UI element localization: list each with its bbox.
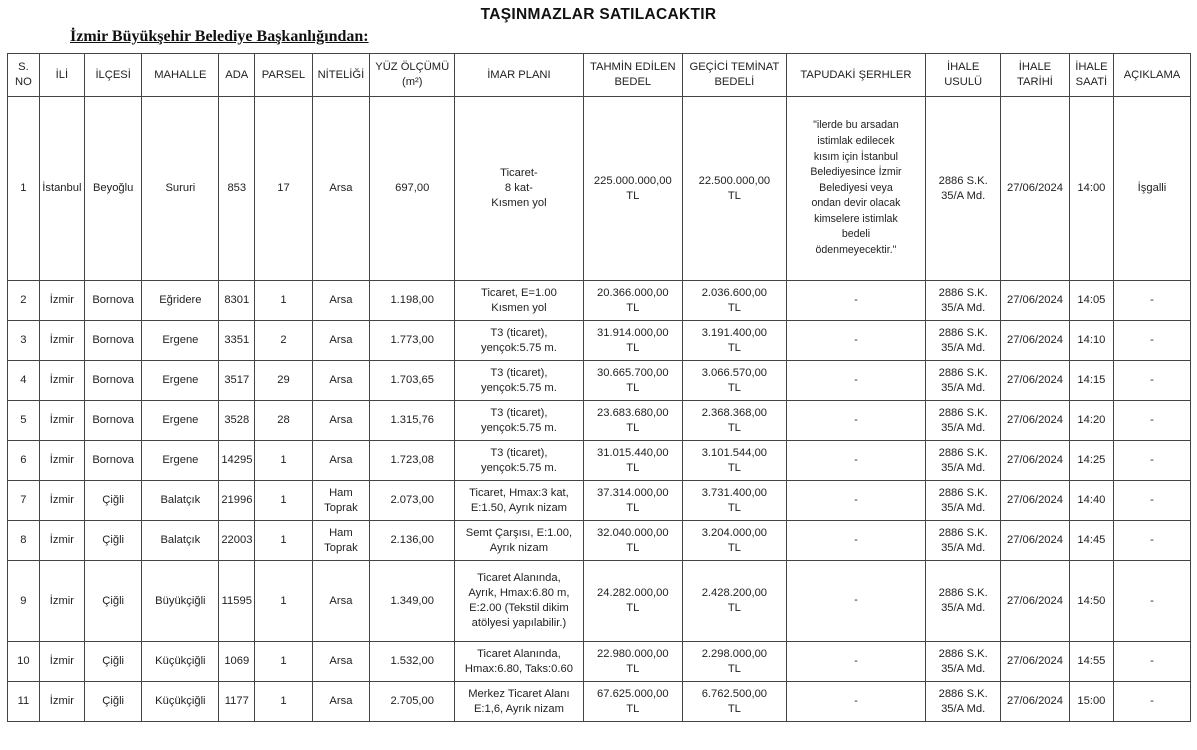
- cell-aciklama: İşgalli: [1113, 97, 1190, 281]
- cell-tarih: 27/06/2024: [1001, 361, 1070, 401]
- cell-tahmin: 31.914.000,00 TL: [583, 321, 683, 361]
- cell-nitelik: Ham Toprak: [312, 481, 369, 521]
- cell-serh: -: [786, 561, 926, 642]
- cell-usul: 2886 S.K. 35/A Md.: [926, 361, 1001, 401]
- cell-tahmin: 37.314.000,00 TL: [583, 481, 683, 521]
- cell-nitelik: Ham Toprak: [312, 521, 369, 561]
- cell-ilce: Bornova: [84, 401, 141, 441]
- document-title: TAŞINMAZLAR SATILACAKTIR: [480, 6, 717, 23]
- table-row: [8, 682, 1191, 722]
- col-header: YÜZ ÖLÇÜMÜ (m²): [370, 54, 455, 97]
- cell-parsel: 1: [255, 481, 312, 521]
- cell-usul: 2886 S.K. 35/A Md.: [926, 97, 1001, 281]
- cell-ada: 853: [219, 97, 255, 281]
- cell-mahalle: Sururi: [142, 97, 219, 281]
- cell-parsel: 1: [255, 521, 312, 561]
- col-header: İHALE USULÜ: [926, 54, 1001, 97]
- cell-aciklama: -: [1113, 642, 1190, 682]
- cell-ada: 14295: [219, 441, 255, 481]
- cell-ilce: Çiğli: [84, 682, 141, 722]
- cell-serh: -: [786, 281, 926, 321]
- cell-imar: Ticaret Alanında, Hmax:6.80, Taks:0.60: [455, 642, 583, 682]
- cell-serh: "ilerde bu arsadan istimlak edilecek kısım için İstanbul Belediyesince İzmir Belediyesi veya ondan devir olacak kimselere istimlak bedeli ödenmeyecektir.": [786, 97, 926, 281]
- cell-serh: -: [786, 521, 926, 561]
- cell-saat: 14:50: [1069, 561, 1113, 642]
- cell-saat: 14:05: [1069, 281, 1113, 321]
- cell-serh: -: [786, 441, 926, 481]
- cell-nitelik: Arsa: [312, 682, 369, 722]
- cell-teminat: 3.731.400,00 TL: [683, 481, 787, 521]
- cell-tahmin: 23.683.680,00 TL: [583, 401, 683, 441]
- cell-saat: 14:45: [1069, 521, 1113, 561]
- cell-saat: 14:00: [1069, 97, 1113, 281]
- cell-serh: -: [786, 642, 926, 682]
- cell-parsel: 1: [255, 561, 312, 642]
- cell-nitelik: Arsa: [312, 401, 369, 441]
- cell-yuzolcum: 1.703,65: [370, 361, 455, 401]
- cell-il: İstanbul: [39, 97, 84, 281]
- table-row: [8, 97, 1191, 281]
- cell-ada: 3351: [219, 321, 255, 361]
- cell-imar: T3 (ticaret), yençok:5.75 m.: [455, 401, 583, 441]
- cell-saat: 14:20: [1069, 401, 1113, 441]
- cell-parsel: 2: [255, 321, 312, 361]
- cell-il: İzmir: [39, 561, 84, 642]
- cell-imar: Ticaret, E=1.00 Kısmen yol: [455, 281, 583, 321]
- cell-yuzolcum: 1.349,00: [370, 561, 455, 642]
- cell-tarih: 27/06/2024: [1001, 561, 1070, 642]
- cell-imar: T3 (ticaret), yençok:5.75 m.: [455, 361, 583, 401]
- cell-aciklama: -: [1113, 682, 1190, 722]
- cell-yuzolcum: 697,00: [370, 97, 455, 281]
- cell-ilce: Çiğli: [84, 521, 141, 561]
- cell-tahmin: 30.665.700,00 TL: [583, 361, 683, 401]
- cell-parsel: 1: [255, 441, 312, 481]
- cell-imar: Ticaret- 8 kat- Kısmen yol: [455, 97, 583, 281]
- cell-usul: 2886 S.K. 35/A Md.: [926, 441, 1001, 481]
- cell-teminat: 2.298.000,00 TL: [683, 642, 787, 682]
- col-header: İHALE TARİHİ: [1001, 54, 1070, 97]
- cell-nitelik: Arsa: [312, 321, 369, 361]
- cell-aciklama: -: [1113, 561, 1190, 642]
- cell-no: 5: [8, 401, 40, 441]
- cell-teminat: 3.204.000,00 TL: [683, 521, 787, 561]
- cell-mahalle: Eğridere: [142, 281, 219, 321]
- col-header: İLÇESİ: [84, 54, 141, 97]
- cell-usul: 2886 S.K. 35/A Md.: [926, 481, 1001, 521]
- cell-aciklama: -: [1113, 321, 1190, 361]
- cell-mahalle: Balatçık: [142, 521, 219, 561]
- cell-ada: 3517: [219, 361, 255, 401]
- cell-tarih: 27/06/2024: [1001, 481, 1070, 521]
- col-header: PARSEL: [255, 54, 312, 97]
- cell-serh: -: [786, 401, 926, 441]
- cell-ada: 21996: [219, 481, 255, 521]
- cell-imar: T3 (ticaret), yençok:5.75 m.: [455, 321, 583, 361]
- cell-no: 6: [8, 441, 40, 481]
- cell-serh: -: [786, 682, 926, 722]
- cell-tarih: 27/06/2024: [1001, 401, 1070, 441]
- col-header: İHALE SAATİ: [1069, 54, 1113, 97]
- cell-imar: T3 (ticaret), yençok:5.75 m.: [455, 441, 583, 481]
- cell-no: 9: [8, 561, 40, 642]
- table-header-row: [8, 54, 1191, 97]
- cell-yuzolcum: 1.198,00: [370, 281, 455, 321]
- cell-tahmin: 31.015.440,00 TL: [583, 441, 683, 481]
- cell-teminat: 3.191.400,00 TL: [683, 321, 787, 361]
- cell-ilce: Beyoğlu: [84, 97, 141, 281]
- cell-tahmin: 67.625.000,00 TL: [583, 682, 683, 722]
- cell-imar: Ticaret, Hmax:3 kat, E:1.50, Ayrık nizam: [455, 481, 583, 521]
- cell-ada: 1069: [219, 642, 255, 682]
- cell-usul: 2886 S.K. 35/A Md.: [926, 521, 1001, 561]
- cell-nitelik: Arsa: [312, 361, 369, 401]
- cell-aciklama: -: [1113, 441, 1190, 481]
- cell-serh: -: [786, 481, 926, 521]
- cell-ilce: Bornova: [84, 361, 141, 401]
- cell-no: 1: [8, 97, 40, 281]
- cell-ilce: Çiğli: [84, 642, 141, 682]
- col-header: GEÇİCİ TEMİNAT BEDELİ: [683, 54, 787, 97]
- cell-serh: -: [786, 361, 926, 401]
- cell-tarih: 27/06/2024: [1001, 97, 1070, 281]
- col-header: S. NO: [8, 54, 40, 97]
- cell-aciklama: -: [1113, 481, 1190, 521]
- cell-nitelik: Arsa: [312, 441, 369, 481]
- cell-yuzolcum: 2.705,00: [370, 682, 455, 722]
- cell-teminat: 2.368.368,00 TL: [683, 401, 787, 441]
- cell-tarih: 27/06/2024: [1001, 441, 1070, 481]
- col-header: TAPUDAKİ ŞERHLER: [786, 54, 926, 97]
- cell-aciklama: -: [1113, 521, 1190, 561]
- cell-tahmin: 20.366.000,00 TL: [583, 281, 683, 321]
- table-row: [8, 321, 1191, 361]
- cell-imar: Ticaret Alanında, Ayrık, Hmax:6.80 m, E:2.00 (Tekstil dikim atölyesi yapılabilir.): [455, 561, 583, 642]
- cell-usul: 2886 S.K. 35/A Md.: [926, 561, 1001, 642]
- cell-no: 8: [8, 521, 40, 561]
- cell-parsel: 1: [255, 281, 312, 321]
- table-row: [8, 642, 1191, 682]
- table-row: [8, 521, 1191, 561]
- cell-no: 7: [8, 481, 40, 521]
- cell-ada: 8301: [219, 281, 255, 321]
- cell-mahalle: Balatçık: [142, 481, 219, 521]
- cell-tarih: 27/06/2024: [1001, 682, 1070, 722]
- cell-il: İzmir: [39, 642, 84, 682]
- col-header: ADA: [219, 54, 255, 97]
- col-header: NİTELİĞİ: [312, 54, 369, 97]
- cell-no: 2: [8, 281, 40, 321]
- cell-usul: 2886 S.K. 35/A Md.: [926, 321, 1001, 361]
- cell-nitelik: Arsa: [312, 642, 369, 682]
- table-row: [8, 441, 1191, 481]
- cell-tarih: 27/06/2024: [1001, 321, 1070, 361]
- cell-mahalle: Küçükçiğli: [142, 642, 219, 682]
- cell-tarih: 27/06/2024: [1001, 521, 1070, 561]
- cell-teminat: 3.066.570,00 TL: [683, 361, 787, 401]
- cell-il: İzmir: [39, 281, 84, 321]
- col-header: İMAR PLANI: [455, 54, 583, 97]
- cell-usul: 2886 S.K. 35/A Md.: [926, 281, 1001, 321]
- cell-tahmin: 225.000.000,00 TL: [583, 97, 683, 281]
- cell-il: İzmir: [39, 441, 84, 481]
- cell-nitelik: Arsa: [312, 97, 369, 281]
- cell-saat: 14:40: [1069, 481, 1113, 521]
- cell-parsel: 1: [255, 682, 312, 722]
- cell-ada: 1177: [219, 682, 255, 722]
- cell-teminat: 2.036.600,00 TL: [683, 281, 787, 321]
- cell-yuzolcum: 1.532,00: [370, 642, 455, 682]
- cell-no: 10: [8, 642, 40, 682]
- cell-imar: Semt Çarşısı, E:1.00, Ayrık nizam: [455, 521, 583, 561]
- cell-mahalle: Ergene: [142, 401, 219, 441]
- cell-saat: 14:55: [1069, 642, 1113, 682]
- cell-mahalle: Ergene: [142, 321, 219, 361]
- cell-parsel: 17: [255, 97, 312, 281]
- cell-ilce: Bornova: [84, 321, 141, 361]
- cell-usul: 2886 S.K. 35/A Md.: [926, 401, 1001, 441]
- table-row: [8, 361, 1191, 401]
- cell-parsel: 28: [255, 401, 312, 441]
- cell-parsel: 1: [255, 642, 312, 682]
- cell-usul: 2886 S.K. 35/A Md.: [926, 682, 1001, 722]
- cell-aciklama: -: [1113, 361, 1190, 401]
- cell-mahalle: Küçükçiğli: [142, 682, 219, 722]
- document-subtitle: İzmir Büyükşehir Belediye Başkanlığından:: [70, 28, 369, 45]
- table-row: [8, 401, 1191, 441]
- cell-ada: 22003: [219, 521, 255, 561]
- cell-parsel: 29: [255, 361, 312, 401]
- cell-yuzolcum: 2.073,00: [370, 481, 455, 521]
- col-header: TAHMİN EDİLEN BEDEL: [583, 54, 683, 97]
- cell-ada: 3528: [219, 401, 255, 441]
- cell-tarih: 27/06/2024: [1001, 642, 1070, 682]
- cell-yuzolcum: 1.773,00: [370, 321, 455, 361]
- cell-ada: 11595: [219, 561, 255, 642]
- cell-il: İzmir: [39, 481, 84, 521]
- cell-serh: -: [786, 321, 926, 361]
- cell-ilce: Çiğli: [84, 481, 141, 521]
- cell-yuzolcum: 2.136,00: [370, 521, 455, 561]
- cell-ilce: Bornova: [84, 281, 141, 321]
- cell-saat: 14:25: [1069, 441, 1113, 481]
- col-header: İLİ: [39, 54, 84, 97]
- cell-imar: Merkez Ticaret Alanı E:1,6, Ayrık nizam: [455, 682, 583, 722]
- cell-il: İzmir: [39, 401, 84, 441]
- cell-il: İzmir: [39, 361, 84, 401]
- cell-aciklama: -: [1113, 401, 1190, 441]
- cell-aciklama: -: [1113, 281, 1190, 321]
- cell-usul: 2886 S.K. 35/A Md.: [926, 642, 1001, 682]
- cell-ilce: Bornova: [84, 441, 141, 481]
- col-header: AÇIKLAMA: [1113, 54, 1190, 97]
- cell-ilce: Çiğli: [84, 561, 141, 642]
- cell-tahmin: 32.040.000,00 TL: [583, 521, 683, 561]
- cell-tahmin: 22.980.000,00 TL: [583, 642, 683, 682]
- cell-mahalle: Büyükçiğli: [142, 561, 219, 642]
- cell-no: 4: [8, 361, 40, 401]
- cell-nitelik: Arsa: [312, 281, 369, 321]
- col-header: MAHALLE: [142, 54, 219, 97]
- cell-mahalle: Ergene: [142, 441, 219, 481]
- cell-il: İzmir: [39, 321, 84, 361]
- cell-mahalle: Ergene: [142, 361, 219, 401]
- cell-no: 3: [8, 321, 40, 361]
- property-table: [7, 53, 1191, 722]
- cell-il: İzmir: [39, 682, 84, 722]
- cell-nitelik: Arsa: [312, 561, 369, 642]
- cell-teminat: 6.762.500,00 TL: [683, 682, 787, 722]
- cell-teminat: 22.500.000,00 TL: [683, 97, 787, 281]
- cell-tahmin: 24.282.000,00 TL: [583, 561, 683, 642]
- cell-teminat: 2.428.200,00 TL: [683, 561, 787, 642]
- cell-teminat: 3.101.544,00 TL: [683, 441, 787, 481]
- cell-yuzolcum: 1.723,08: [370, 441, 455, 481]
- cell-saat: 14:15: [1069, 361, 1113, 401]
- cell-no: 11: [8, 682, 40, 722]
- table-row: [8, 561, 1191, 642]
- cell-tarih: 27/06/2024: [1001, 281, 1070, 321]
- table-row: [8, 281, 1191, 321]
- table-row: [8, 481, 1191, 521]
- cell-yuzolcum: 1.315,76: [370, 401, 455, 441]
- cell-il: İzmir: [39, 521, 84, 561]
- cell-saat: 14:10: [1069, 321, 1113, 361]
- cell-saat: 15:00: [1069, 682, 1113, 722]
